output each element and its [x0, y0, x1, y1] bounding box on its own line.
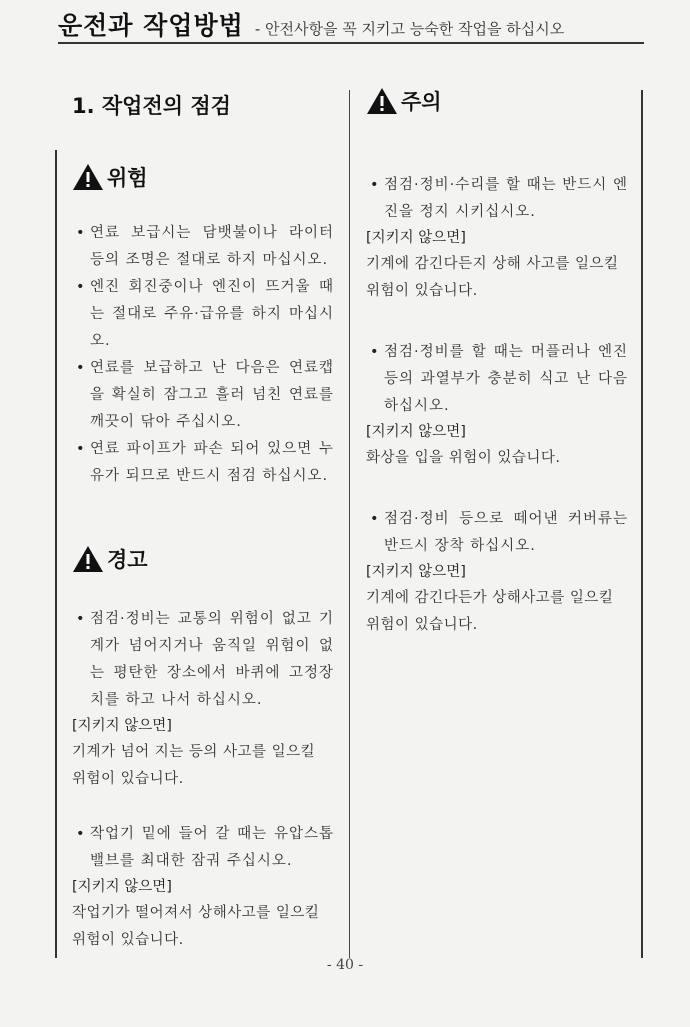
warning-triangle-icon — [72, 545, 104, 573]
warning-list — [72, 606, 334, 714]
caution-label: 주의 — [401, 90, 442, 114]
list-item: • 엔진 회진중이나 엔진이 뜨거울 때는 절대로 주유·급유를 하지 마십시오. — [72, 274, 334, 355]
warning-label: 경고 — [107, 548, 148, 572]
list-item: • 점검·정비 등으로 떼어낸 커버류는 반드시 장착 하십시오. — [366, 506, 628, 560]
section-title: 1. 작업전의 점검 — [72, 94, 231, 118]
page-title: 운전과 작업방법 — [58, 11, 244, 40]
left-column — [72, 86, 334, 954]
condition-title: [지키지 않으면] — [72, 879, 172, 895]
list-item: • 연료 보급시는 담뱃불이나 라이터 등의 조명은 절대로 하지 마십시오. — [72, 220, 334, 274]
caution-list — [366, 339, 628, 420]
column-divider — [349, 90, 350, 958]
list-item: • 점검·정비를 할 때는 머플러나 엔진 등의 과열부가 충분히 식고 난 다음 하십시오. — [366, 339, 628, 420]
condition-text: 기계에 감긴다든가 상해사고를 일으킬 위험이 있습니다. — [366, 590, 614, 633]
danger-list — [72, 220, 334, 490]
page-number: - 40 - — [326, 957, 364, 973]
header-divider — [58, 42, 644, 44]
page-header — [58, 6, 648, 42]
right-column — [366, 86, 628, 639]
page-subtitle: - 안전사항을 꼭 지키고 능숙한 작업을 하십시오 — [254, 20, 565, 38]
list-item: • 연료 파이프가 파손 되어 있으면 누유가 되므로 반드시 점검 하십시오. — [72, 436, 334, 490]
caution-list — [366, 506, 628, 560]
condition-text: 기계에 감긴다든지 상해 사고를 일으킬 위험이 있습니다. — [366, 256, 619, 299]
list-item: • 점검·정비는 교통의 위험이 없고 기계가 넘어지거나 움직일 위험이 없는 평탄한 장소에서 바퀴에 고정장치를 하고 나서 하십시오. — [72, 606, 334, 714]
caution-list — [366, 172, 628, 226]
condition-text: 기계가 넘어 지는 등의 사고를 일으킬 위험이 있습니다. — [72, 744, 316, 787]
left-border — [55, 150, 57, 958]
warning-list — [72, 821, 334, 875]
warning-triangle-icon — [366, 87, 398, 115]
condition-title: [지키지 않으면] — [366, 564, 466, 580]
warning-heading — [72, 544, 334, 574]
right-border — [641, 90, 643, 958]
list-item: • 연료를 보급하고 난 다음은 연료캡을 확실히 잠그고 흘러 넘친 연료를 깨끗이 닦아 주십시오. — [72, 355, 334, 436]
condition-text: 작업기가 떨어져서 상해사고를 일으킬 위험이 있습니다. — [72, 905, 320, 948]
condition-title: [지키지 않으면] — [366, 230, 466, 246]
caution-heading — [366, 86, 628, 116]
danger-heading — [72, 162, 334, 192]
list-item: • 작업기 밑에 들어 갈 때는 유압스톱밸브를 최대한 잠궈 주십시오. — [72, 821, 334, 875]
warning-triangle-icon — [72, 163, 104, 191]
list-item: • 점검·정비·수리를 할 때는 반드시 엔진을 정지 시키십시오. — [366, 172, 628, 226]
condition-title: [지키지 않으면] — [366, 424, 466, 440]
condition-title: [지키지 않으면] — [72, 718, 172, 734]
danger-label: 위험 — [107, 166, 148, 190]
condition-text: 화상을 입을 위험이 있습니다. — [366, 450, 561, 466]
